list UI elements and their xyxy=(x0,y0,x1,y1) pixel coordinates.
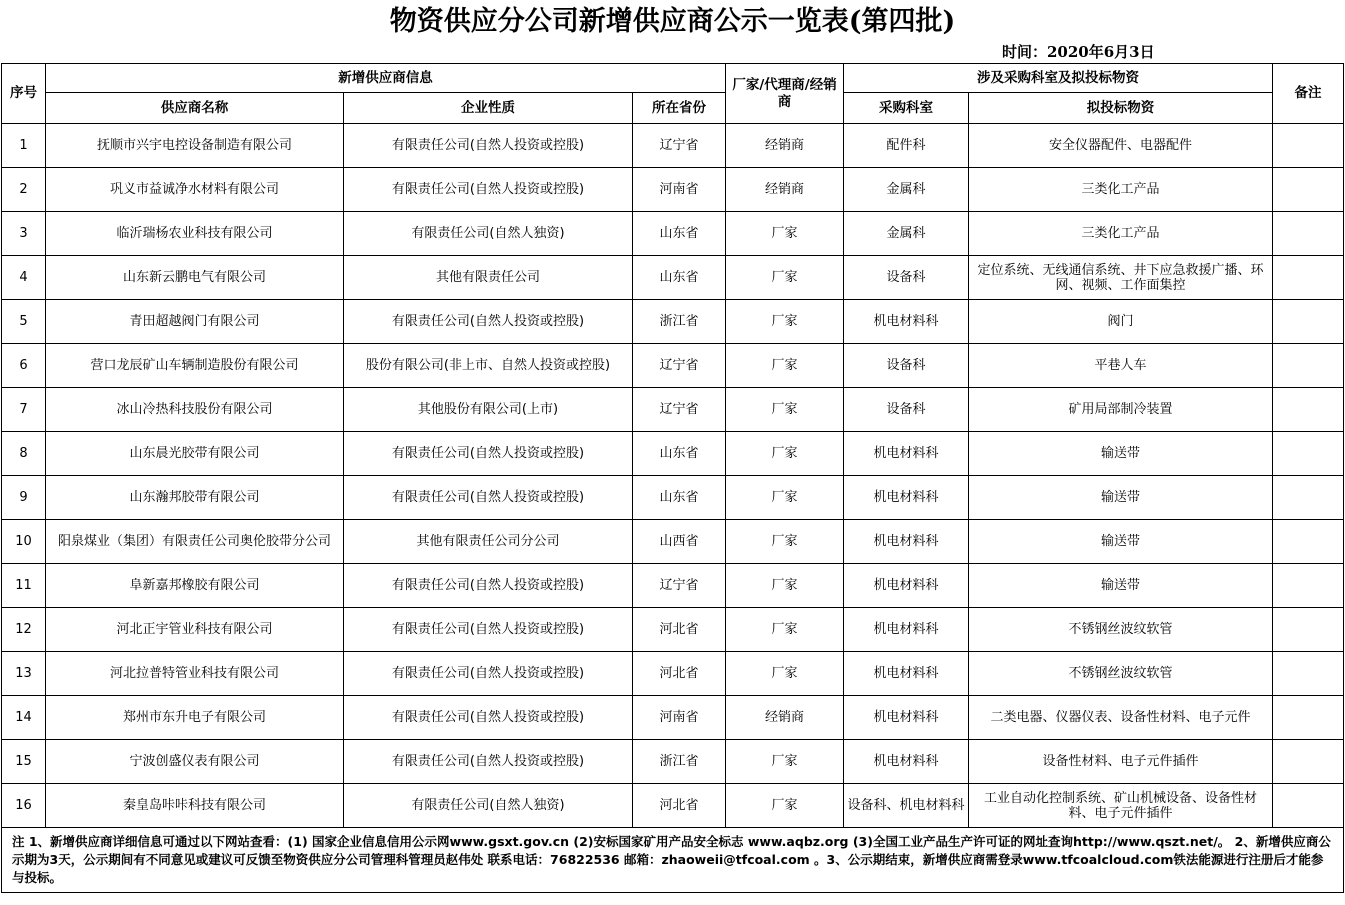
cell-dept: 金属科 xyxy=(844,168,969,212)
cell-type: 厂家 xyxy=(726,212,844,256)
cell-nature: 有限责任公司(自然人投资或控股) xyxy=(344,740,633,784)
cell-dept: 机电材料科 xyxy=(844,300,969,344)
cell-nature: 其他有限责任公司 xyxy=(344,256,633,300)
cell-materials: 输送带 xyxy=(969,564,1273,608)
cell-dept: 机电材料科 xyxy=(844,476,969,520)
cell-supplier-name: 巩义市益诚净水材料有限公司 xyxy=(46,168,344,212)
cell-province: 山东省 xyxy=(633,476,726,520)
table-row xyxy=(2,388,1344,432)
table-row xyxy=(2,784,1344,828)
cell-dept: 机电材料科 xyxy=(844,740,969,784)
cell-seq: 2 xyxy=(2,168,46,212)
header-purchase-group: 涉及采购科室及拟投标物资 xyxy=(844,64,1273,93)
cell-province: 河南省 xyxy=(633,696,726,740)
cell-province: 辽宁省 xyxy=(633,344,726,388)
cell-seq: 6 xyxy=(2,344,46,388)
cell-province: 辽宁省 xyxy=(633,124,726,168)
cell-province: 山东省 xyxy=(633,432,726,476)
cell-type: 厂家 xyxy=(726,432,844,476)
supplier-table xyxy=(1,63,1344,893)
table-row xyxy=(2,696,1344,740)
cell-nature: 有限责任公司(自然人投资或控股) xyxy=(344,476,633,520)
table-row xyxy=(2,344,1344,388)
cell-remark xyxy=(1273,696,1344,740)
cell-supplier-name: 临沂瑞杨农业科技有限公司 xyxy=(46,212,344,256)
table-row xyxy=(2,168,1344,212)
cell-type: 经销商 xyxy=(726,168,844,212)
cell-supplier-name: 河北正宇管业科技有限公司 xyxy=(46,608,344,652)
cell-materials: 不锈钢丝波纹软管 xyxy=(969,608,1273,652)
cell-dept: 机电材料科 xyxy=(844,608,969,652)
cell-nature: 有限责任公司(自然人投资或控股) xyxy=(344,432,633,476)
cell-province: 河北省 xyxy=(633,652,726,696)
cell-remark xyxy=(1273,300,1344,344)
table-row xyxy=(2,520,1344,564)
cell-nature: 有限责任公司(自然人投资或控股) xyxy=(344,652,633,696)
cell-seq: 4 xyxy=(2,256,46,300)
cell-province: 辽宁省 xyxy=(633,564,726,608)
cell-remark xyxy=(1273,388,1344,432)
cell-materials: 输送带 xyxy=(969,520,1273,564)
cell-nature: 有限责任公司(自然人投资或控股) xyxy=(344,124,633,168)
page-title: 物资供应分公司新增供应商公示一览表(第四批) xyxy=(389,6,956,37)
cell-dept: 机电材料科 xyxy=(844,652,969,696)
cell-seq: 12 xyxy=(2,608,46,652)
cell-province: 河北省 xyxy=(633,784,726,828)
cell-materials: 二类电器、仪器仪表、设备性材料、电子元件 xyxy=(969,696,1273,740)
cell-nature: 其他有限责任公司分公司 xyxy=(344,520,633,564)
cell-type: 厂家 xyxy=(726,344,844,388)
cell-supplier-name: 山东晨光胶带有限公司 xyxy=(46,432,344,476)
cell-nature: 股份有限公司(非上市、自然人投资或控股) xyxy=(344,344,633,388)
table-row xyxy=(2,740,1344,784)
cell-nature: 有限责任公司(自然人独资) xyxy=(344,784,633,828)
cell-seq: 10 xyxy=(2,520,46,564)
cell-supplier-name: 营口龙辰矿山车辆制造股份有限公司 xyxy=(46,344,344,388)
cell-type: 厂家 xyxy=(726,784,844,828)
cell-materials: 定位系统、无线通信系统、井下应急救援广播、环网、视频、工作面集控 xyxy=(969,256,1273,300)
cell-materials: 矿用局部制冷装置 xyxy=(969,388,1273,432)
cell-type: 厂家 xyxy=(726,652,844,696)
cell-supplier-name: 秦皇岛咔咔科技有限公司 xyxy=(46,784,344,828)
table-row xyxy=(2,476,1344,520)
cell-type: 厂家 xyxy=(726,740,844,784)
cell-seq: 3 xyxy=(2,212,46,256)
cell-province: 山东省 xyxy=(633,256,726,300)
cell-supplier-name: 山东新云鹏电气有限公司 xyxy=(46,256,344,300)
table-row xyxy=(2,432,1344,476)
cell-type: 经销商 xyxy=(726,696,844,740)
cell-supplier-name: 郑州市东升电子有限公司 xyxy=(46,696,344,740)
cell-dept: 机电材料科 xyxy=(844,520,969,564)
cell-remark xyxy=(1273,740,1344,784)
cell-materials: 输送带 xyxy=(969,432,1273,476)
cell-remark xyxy=(1273,520,1344,564)
cell-remark xyxy=(1273,564,1344,608)
table-row xyxy=(2,652,1344,696)
header-dept: 采购科室 xyxy=(844,93,969,124)
cell-type: 厂家 xyxy=(726,476,844,520)
cell-seq: 13 xyxy=(2,652,46,696)
cell-seq: 9 xyxy=(2,476,46,520)
header-nature: 企业性质 xyxy=(344,93,633,124)
cell-seq: 11 xyxy=(2,564,46,608)
cell-dept: 设备科 xyxy=(844,344,969,388)
cell-supplier-name: 冰山冷热科技股份有限公司 xyxy=(46,388,344,432)
cell-province: 河北省 xyxy=(633,608,726,652)
cell-supplier-name: 阜新嘉邦橡胶有限公司 xyxy=(46,564,344,608)
cell-nature: 有限责任公司(自然人独资) xyxy=(344,212,633,256)
cell-type: 厂家 xyxy=(726,608,844,652)
cell-dept: 配件科 xyxy=(844,124,969,168)
cell-remark xyxy=(1273,124,1344,168)
cell-type: 厂家 xyxy=(726,256,844,300)
cell-province: 浙江省 xyxy=(633,740,726,784)
cell-dept: 设备科、机电材料科 xyxy=(844,784,969,828)
cell-remark xyxy=(1273,168,1344,212)
cell-supplier-name: 河北拉普特管业科技有限公司 xyxy=(46,652,344,696)
cell-nature: 有限责任公司(自然人投资或控股) xyxy=(344,564,633,608)
cell-seq: 7 xyxy=(2,388,46,432)
cell-materials: 三类化工产品 xyxy=(969,168,1273,212)
header-type: 厂家/代理商/经销商 xyxy=(726,64,844,124)
cell-materials: 安全仪器配件、电器配件 xyxy=(969,124,1273,168)
cell-materials: 阀门 xyxy=(969,300,1273,344)
cell-supplier-name: 抚顺市兴宇电控设备制造有限公司 xyxy=(46,124,344,168)
cell-province: 河南省 xyxy=(633,168,726,212)
header-remark: 备注 xyxy=(1273,64,1344,124)
publish-date: 时间：2020年6月3日 xyxy=(1002,43,1155,61)
table-row xyxy=(2,256,1344,300)
cell-seq: 5 xyxy=(2,300,46,344)
cell-province: 山东省 xyxy=(633,212,726,256)
cell-remark xyxy=(1273,344,1344,388)
cell-supplier-name: 宁波创盛仪表有限公司 xyxy=(46,740,344,784)
table-row xyxy=(2,124,1344,168)
cell-nature: 有限责任公司(自然人投资或控股) xyxy=(344,300,633,344)
header-name: 供应商名称 xyxy=(46,93,344,124)
table-row xyxy=(2,212,1344,256)
cell-province: 辽宁省 xyxy=(633,388,726,432)
header-seq: 序号 xyxy=(2,64,46,124)
table-row xyxy=(2,608,1344,652)
cell-type: 厂家 xyxy=(726,564,844,608)
cell-supplier-name: 阳泉煤业（集团）有限责任公司奥伦胶带分公司 xyxy=(46,520,344,564)
header-province: 所在省份 xyxy=(633,93,726,124)
cell-seq: 8 xyxy=(2,432,46,476)
cell-dept: 金属科 xyxy=(844,212,969,256)
cell-type: 厂家 xyxy=(726,520,844,564)
cell-dept: 机电材料科 xyxy=(844,432,969,476)
cell-supplier-name: 青田超越阀门有限公司 xyxy=(46,300,344,344)
cell-materials: 三类化工产品 xyxy=(969,212,1273,256)
cell-remark xyxy=(1273,652,1344,696)
cell-type: 厂家 xyxy=(726,300,844,344)
cell-remark xyxy=(1273,784,1344,828)
cell-remark xyxy=(1273,432,1344,476)
cell-dept: 机电材料科 xyxy=(844,696,969,740)
cell-materials: 平巷人车 xyxy=(969,344,1273,388)
cell-nature: 有限责任公司(自然人投资或控股) xyxy=(344,168,633,212)
cell-province: 山西省 xyxy=(633,520,726,564)
cell-remark xyxy=(1273,212,1344,256)
cell-nature: 有限责任公司(自然人投资或控股) xyxy=(344,696,633,740)
cell-type: 厂家 xyxy=(726,388,844,432)
cell-materials: 输送带 xyxy=(969,476,1273,520)
cell-nature: 有限责任公司(自然人投资或控股) xyxy=(344,608,633,652)
cell-dept: 机电材料科 xyxy=(844,564,969,608)
cell-type: 经销商 xyxy=(726,124,844,168)
table-row xyxy=(2,300,1344,344)
header-supplier-info: 新增供应商信息 xyxy=(46,64,726,93)
cell-remark xyxy=(1273,608,1344,652)
cell-province: 浙江省 xyxy=(633,300,726,344)
cell-materials: 设备性材料、电子元件插件 xyxy=(969,740,1273,784)
cell-supplier-name: 山东瀚邦胶带有限公司 xyxy=(46,476,344,520)
cell-seq: 1 xyxy=(2,124,46,168)
footnote: 注 1、新增供应商详细信息可通过以下网站查看：(1) 国家企业信息信用公示网www.gsxt.gov.cn (2)安标国家矿用产品安全标志 www.aqbz.org (3)全国工业产品生产许可证的网址查询http://www.qszt.net/。 2、新增供应商公示期为3天，公示期间有不同意见或建议可反馈至物资供应分公司管理科管理员赵伟处 联系电话：76822536 邮箱：zhaoweii@tfcoal.com 。3、公示期结束，新增供应商需登录www.tfcoalcloud.com铁法能源进行注册后才能参与投标。 xyxy=(2,828,1344,893)
cell-seq: 14 xyxy=(2,696,46,740)
table-row xyxy=(2,564,1344,608)
header-materials: 拟投标物资 xyxy=(969,93,1273,124)
cell-dept: 设备科 xyxy=(844,388,969,432)
cell-seq: 15 xyxy=(2,740,46,784)
cell-nature: 其他股份有限公司(上市) xyxy=(344,388,633,432)
cell-remark xyxy=(1273,256,1344,300)
cell-seq: 16 xyxy=(2,784,46,828)
table-body xyxy=(2,124,1344,828)
cell-remark xyxy=(1273,476,1344,520)
cell-dept: 设备科 xyxy=(844,256,969,300)
cell-materials: 不锈钢丝波纹软管 xyxy=(969,652,1273,696)
cell-materials: 工业自动化控制系统、矿山机械设备、设备性材料、电子元件插件 xyxy=(969,784,1273,828)
